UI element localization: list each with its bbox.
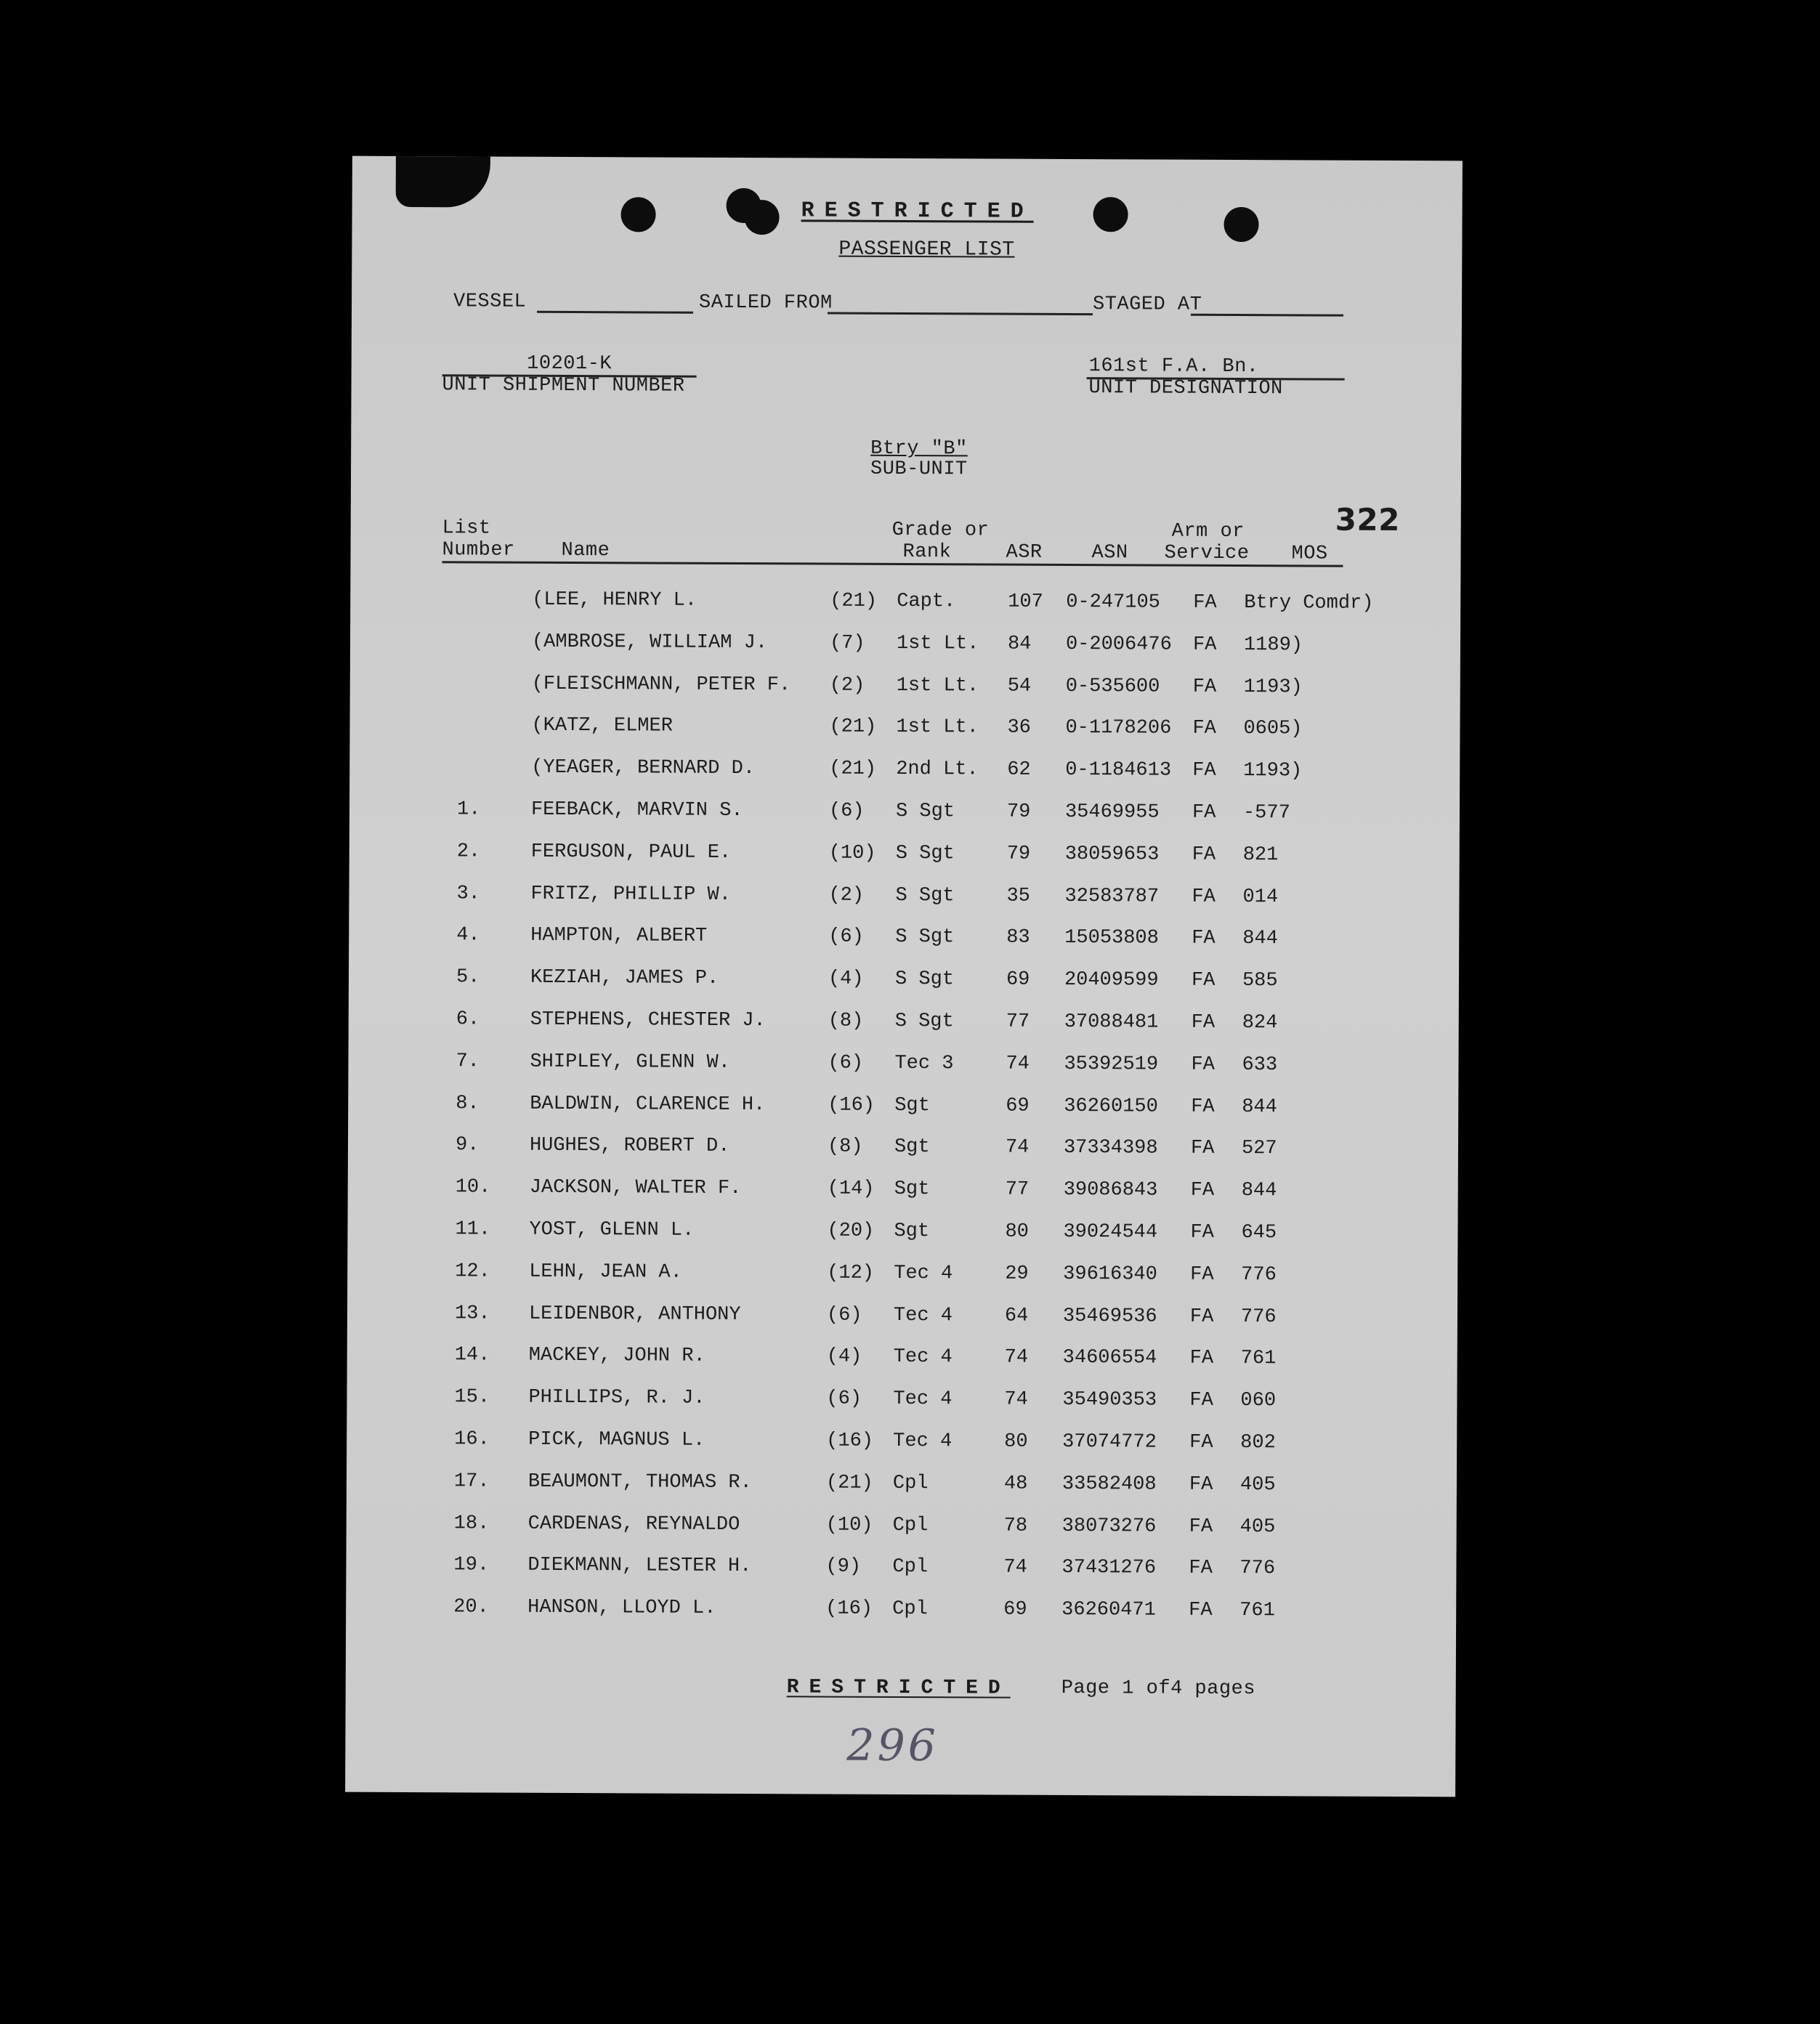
cell-arm: FA xyxy=(1191,1053,1215,1076)
cell-mos: 844 xyxy=(1242,928,1278,950)
table-row xyxy=(349,840,1367,873)
table-row xyxy=(350,630,1367,663)
restricted-heading: RESTRICTED xyxy=(801,198,1034,224)
cell-asr: 74 xyxy=(1003,1556,1027,1579)
table-row xyxy=(349,1008,1366,1042)
cell-asr: 74 xyxy=(1004,1347,1029,1369)
cell-name: BEAUMONT, THOMAS R. xyxy=(527,1470,752,1494)
cell-grp: (6) xyxy=(828,1052,864,1074)
cell-asr: 107 xyxy=(1008,591,1043,613)
col-list-number-top: List xyxy=(442,517,491,540)
unit-shipment-number: 10201-K xyxy=(527,352,612,376)
cell-arm: FA xyxy=(1192,886,1216,908)
table-row xyxy=(350,588,1374,622)
cell-arm: FA xyxy=(1192,676,1217,698)
cell-arm: FA xyxy=(1189,1431,1213,1454)
punch-hole xyxy=(620,197,655,232)
cell-asn: 36260471 xyxy=(1061,1599,1156,1622)
cell-arm: FA xyxy=(1189,1599,1213,1622)
cell-mos: 776 xyxy=(1241,1263,1277,1287)
cell-asn: 15053808 xyxy=(1064,927,1159,950)
cell-rank: 2nd Lt. xyxy=(896,758,979,781)
table-row xyxy=(349,798,1367,832)
vessel-blank-line xyxy=(537,311,693,314)
cell-asn: 38059653 xyxy=(1064,843,1160,866)
cell-num: 4. xyxy=(456,924,480,947)
cell-arm: FA xyxy=(1192,928,1216,950)
cell-arm: FA xyxy=(1190,1179,1215,1202)
cell-grp: (21) xyxy=(830,590,878,612)
cell-arm: FA xyxy=(1192,801,1216,824)
cell-asn: 0-535600 xyxy=(1065,675,1160,698)
cell-asn: 37088481 xyxy=(1064,1011,1159,1034)
staged-at-blank-line xyxy=(1191,314,1343,317)
col-list-number-bottom: Number xyxy=(442,539,515,562)
punch-hole xyxy=(1093,197,1128,232)
handwritten-number: 296 xyxy=(846,1720,939,1772)
cell-asr: 78 xyxy=(1003,1515,1028,1537)
cell-asn: 35469536 xyxy=(1062,1305,1157,1328)
cell-grp: (2) xyxy=(829,674,865,697)
table-row xyxy=(348,1092,1365,1125)
cell-mos: 776 xyxy=(1240,1306,1277,1328)
cell-arm: FA xyxy=(1190,1221,1214,1244)
cell-asr: 77 xyxy=(1005,1178,1030,1201)
cell-asn: 32583787 xyxy=(1064,885,1160,908)
cell-asn: 39024544 xyxy=(1063,1221,1158,1244)
cell-arm: FA xyxy=(1189,1306,1214,1328)
cell-name: PHILLIPS, R. J. xyxy=(528,1386,705,1409)
cell-rank: Tec 4 xyxy=(893,1304,953,1327)
cell-num: 5. xyxy=(456,966,480,989)
cell-asr: 69 xyxy=(1003,1598,1027,1621)
cell-num: 15. xyxy=(454,1386,490,1409)
table-row xyxy=(348,1050,1365,1083)
cell-mos: 1193) xyxy=(1243,676,1303,698)
cell-arm: FA xyxy=(1189,1348,1214,1370)
cell-grp: (12) xyxy=(827,1262,875,1284)
table-row xyxy=(347,1344,1364,1377)
cell-rank: Sgt xyxy=(894,1178,930,1201)
col-asn: ASN xyxy=(1091,542,1128,564)
table-row xyxy=(349,966,1366,1000)
document-page xyxy=(345,156,1463,1797)
table-row xyxy=(349,756,1367,790)
cell-rank: Cpl xyxy=(892,1514,929,1537)
cell-num: 10. xyxy=(455,1176,491,1199)
table-row xyxy=(347,1470,1364,1503)
cell-asn: 33582408 xyxy=(1061,1473,1157,1496)
cell-asr: 64 xyxy=(1004,1305,1029,1327)
restricted-footer: RESTRICTED xyxy=(786,1676,1011,1700)
cell-arm: FA xyxy=(1192,843,1216,866)
cell-asn: 35469955 xyxy=(1064,801,1160,824)
cell-asn: 39086843 xyxy=(1063,1179,1158,1202)
cell-mos: 761 xyxy=(1239,1600,1275,1622)
table-row xyxy=(347,1386,1364,1420)
cell-grp: (6) xyxy=(826,1304,862,1327)
col-mos: MOS xyxy=(1291,543,1328,565)
document-title: PASSENGER LIST xyxy=(838,238,1015,262)
cell-asn: 0-1178206 xyxy=(1065,717,1172,740)
cell-name: LEIDENBOR, ANTHONY xyxy=(528,1303,741,1326)
cell-grp: (14) xyxy=(827,1178,875,1201)
cell-asn: 36260150 xyxy=(1064,1095,1158,1118)
cell-name: CARDENAS, REYNALDO xyxy=(527,1513,740,1536)
cell-name: FEEBACK, MARVIN S. xyxy=(530,798,743,822)
cell-asr: 84 xyxy=(1007,633,1032,655)
table-row xyxy=(348,1176,1365,1210)
cell-arm: FA xyxy=(1189,1515,1213,1538)
cell-mos: -577 xyxy=(1242,802,1290,825)
cell-mos: 821 xyxy=(1242,843,1279,867)
cell-mos: 645 xyxy=(1241,1222,1277,1244)
cell-grp: (4) xyxy=(826,1345,862,1369)
cell-name: MACKEY, JOHN R. xyxy=(528,1345,705,1368)
cell-grp: (9) xyxy=(825,1555,862,1579)
cell-grp: (10) xyxy=(828,842,876,865)
cell-arm: FA xyxy=(1192,633,1217,656)
cell-rank: S Sgt xyxy=(895,842,955,865)
cell-rank: Sgt xyxy=(894,1094,930,1117)
cell-num: 3. xyxy=(456,882,480,905)
cell-arm: FA xyxy=(1191,969,1216,992)
cell-name: DIEKMANN, LESTER H. xyxy=(527,1555,752,1578)
sub-unit-label: SUB-UNIT xyxy=(870,458,968,481)
cell-asr: 36 xyxy=(1007,717,1031,740)
cell-num: 16. xyxy=(454,1428,490,1451)
cell-rank: Tec 4 xyxy=(894,1262,953,1285)
cell-num: 18. xyxy=(453,1512,490,1535)
cell-asr: 69 xyxy=(1006,1095,1030,1117)
cell-num: 9. xyxy=(455,1134,480,1157)
cell-rank: Cpl xyxy=(892,1556,929,1579)
col-arm-top: Arm or xyxy=(1171,520,1245,543)
cell-asn: 34606554 xyxy=(1062,1347,1157,1369)
cell-mos: 761 xyxy=(1240,1348,1277,1370)
cell-asn: 35392519 xyxy=(1064,1053,1159,1076)
cell-rank: S Sgt xyxy=(895,884,955,907)
cell-num: 8. xyxy=(456,1092,480,1115)
cell-mos: 1193) xyxy=(1243,760,1303,782)
cell-asr: 80 xyxy=(1005,1221,1029,1243)
cell-mos: 1189) xyxy=(1243,633,1303,657)
cell-rank: S Sgt xyxy=(895,800,955,823)
cell-asn: 37431276 xyxy=(1061,1557,1157,1579)
cell-name: JACKSON, WALTER F. xyxy=(529,1176,742,1200)
cell-grp: (21) xyxy=(825,1472,873,1494)
cell-num: 12. xyxy=(455,1260,490,1283)
cell-arm: FA xyxy=(1192,759,1216,782)
cell-rank: Cpl xyxy=(892,1598,928,1621)
cell-rank: Tec 4 xyxy=(893,1388,953,1411)
cell-asn: 39616340 xyxy=(1063,1263,1157,1286)
cell-arm: FA xyxy=(1191,1096,1215,1118)
col-asr: ASR xyxy=(1006,541,1043,564)
cell-name: STEPHENS, CHESTER J. xyxy=(530,1008,766,1032)
table-row xyxy=(347,1302,1364,1335)
cell-mos: 824 xyxy=(1242,1012,1278,1035)
cell-rank: Cpl xyxy=(892,1472,929,1494)
cell-mos: 405 xyxy=(1239,1473,1276,1497)
cell-asr: 54 xyxy=(1007,675,1032,697)
cell-asn: 38073276 xyxy=(1061,1515,1157,1538)
cell-asr: 80 xyxy=(1004,1430,1028,1453)
cell-mos: 527 xyxy=(1241,1138,1277,1160)
cell-rank: Sgt xyxy=(894,1136,930,1159)
cell-mos: Btry Comdr) xyxy=(1244,592,1374,615)
cell-arm: FA xyxy=(1189,1473,1213,1496)
cell-arm: FA xyxy=(1189,1389,1213,1412)
unit-designation: 161st F.A. Bn. xyxy=(1088,355,1259,379)
torn-corner xyxy=(396,156,490,208)
cell-rank: 1st Lt. xyxy=(896,632,979,655)
cell-name: (FLEISCHMANN, PETER F. xyxy=(531,673,791,696)
cell-asn: 20409599 xyxy=(1064,969,1159,992)
cell-rank: Tec 4 xyxy=(893,1346,953,1369)
cell-asn: 37334398 xyxy=(1063,1137,1158,1159)
cell-num: 13. xyxy=(454,1302,490,1325)
cell-name: SHIPLEY, GLENN W. xyxy=(530,1051,730,1074)
unit-shipment-label: UNIT SHIPMENT NUMBER xyxy=(442,374,685,397)
table-row xyxy=(347,1512,1364,1545)
sailed-from-label: SAILED FROM xyxy=(698,291,833,315)
cell-grp: (2) xyxy=(828,884,865,907)
cell-name: (AMBROSE, WILLIAM J. xyxy=(531,631,768,654)
table-row xyxy=(347,1428,1364,1462)
cell-rank: 1st Lt. xyxy=(896,674,979,697)
cell-name: LEHN, JEAN A. xyxy=(529,1260,682,1284)
col-grade-bottom: Rank xyxy=(902,541,952,564)
cell-num: 11. xyxy=(455,1218,491,1241)
cell-name: BALDWIN, CLARENCE H. xyxy=(530,1093,766,1116)
cell-asr: 29 xyxy=(1005,1263,1029,1285)
cell-grp: (8) xyxy=(827,1136,863,1159)
cell-asr: 48 xyxy=(1003,1473,1028,1495)
table-row xyxy=(350,672,1367,705)
cell-name: (YEAGER, BERNARD D. xyxy=(531,756,756,780)
table-row xyxy=(349,882,1366,915)
cell-asr: 35 xyxy=(1006,885,1030,907)
cell-mos: 844 xyxy=(1242,1096,1277,1118)
cell-asr: 62 xyxy=(1007,758,1031,781)
cell-rank: 1st Lt. xyxy=(896,716,979,739)
cell-name: FRITZ, PHILLIP W. xyxy=(530,883,732,906)
table-row xyxy=(349,714,1367,748)
punch-hole xyxy=(744,200,779,235)
cell-grp: (10) xyxy=(825,1514,873,1537)
cell-grp: (4) xyxy=(828,968,864,990)
sub-unit-value: Btry "B" xyxy=(870,437,968,461)
table-row xyxy=(348,1134,1365,1167)
cell-arm: FA xyxy=(1192,718,1216,740)
cell-asn: 0-1184613 xyxy=(1065,759,1172,782)
cell-num: 6. xyxy=(456,1008,480,1031)
cell-asr: 83 xyxy=(1006,927,1030,950)
cell-asn: 0-2006476 xyxy=(1065,633,1172,656)
cell-asr: 74 xyxy=(1005,1137,1030,1159)
cell-rank: Capt. xyxy=(897,590,956,613)
cell-grp: (7) xyxy=(829,632,865,655)
table-row xyxy=(346,1596,1363,1630)
table-row xyxy=(349,924,1366,958)
cell-arm: FA xyxy=(1189,1558,1213,1580)
cell-mos: 0605) xyxy=(1243,718,1303,740)
cell-mos: 633 xyxy=(1242,1053,1278,1077)
cell-asn: 35490353 xyxy=(1062,1389,1157,1412)
cell-asn: 37074772 xyxy=(1062,1430,1157,1454)
cell-mos: 802 xyxy=(1240,1432,1276,1454)
cell-mos: 014 xyxy=(1242,886,1279,908)
cell-num: 20. xyxy=(453,1596,489,1619)
cell-asr: 74 xyxy=(1006,1053,1030,1075)
cell-num: 14. xyxy=(454,1344,490,1367)
cell-grp: (20) xyxy=(827,1220,875,1242)
cell-num: 19. xyxy=(453,1554,490,1576)
cell-name: HAMPTON, ALBERT xyxy=(530,925,708,948)
stamp-number: 322 xyxy=(1335,501,1401,538)
col-arm-bottom: Service xyxy=(1164,542,1250,565)
col-name: Name xyxy=(561,539,610,562)
cell-name: HUGHES, ROBERT D. xyxy=(529,1135,730,1158)
sailed-from-blank-line xyxy=(828,312,1093,316)
cell-asr: 79 xyxy=(1006,801,1031,823)
cell-asr: 69 xyxy=(1006,968,1030,991)
cell-arm: FA xyxy=(1193,591,1217,614)
unit-designation-label: UNIT DESIGNATION xyxy=(1088,377,1283,400)
staged-at-label: STAGED AT xyxy=(1092,294,1202,316)
cell-grp: (6) xyxy=(828,926,864,949)
cell-grp: (6) xyxy=(826,1388,862,1410)
cell-rank: S Sgt xyxy=(894,968,955,991)
cell-rank: Tec 4 xyxy=(893,1430,953,1453)
cell-asr: 79 xyxy=(1006,843,1031,865)
table-row xyxy=(347,1218,1364,1252)
cell-rank: S Sgt xyxy=(894,1010,954,1033)
cell-mos: 776 xyxy=(1239,1558,1276,1580)
cell-name: PICK, MAGNUS L. xyxy=(528,1428,705,1452)
cell-grp: (21) xyxy=(829,716,877,739)
cell-grp: (16) xyxy=(826,1430,874,1452)
cell-rank: S Sgt xyxy=(895,926,955,949)
page-info: Page 1 of4 pages xyxy=(1061,1677,1256,1701)
cell-name: FERGUSON, PAUL E. xyxy=(530,841,732,864)
cell-rank: Sgt xyxy=(894,1220,930,1243)
cell-name: (KATZ, ELMER xyxy=(531,715,674,737)
cell-name: HANSON, LLOYD L. xyxy=(527,1596,716,1620)
cell-mos: 844 xyxy=(1241,1180,1277,1202)
cell-num: 7. xyxy=(456,1051,480,1073)
cell-arm: FA xyxy=(1191,1011,1216,1034)
cell-num: 17. xyxy=(453,1470,490,1493)
cell-num: 2. xyxy=(456,841,481,863)
cell-name: YOST, GLENN L. xyxy=(529,1218,695,1242)
cell-asn: 0-247105 xyxy=(1066,591,1160,614)
cell-grp: (8) xyxy=(828,1010,864,1032)
cell-grp: (6) xyxy=(828,800,865,822)
cell-rank: Tec 3 xyxy=(894,1052,954,1075)
col-grade-top: Grade or xyxy=(891,519,990,542)
vessel-label: VESSEL xyxy=(453,291,527,313)
punch-hole xyxy=(1224,207,1258,242)
cell-asr: 74 xyxy=(1004,1388,1028,1411)
cell-name: KEZIAH, JAMES P. xyxy=(530,966,719,990)
cell-arm: FA xyxy=(1190,1138,1215,1160)
cell-mos: 405 xyxy=(1239,1515,1276,1538)
cell-asr: 77 xyxy=(1006,1011,1030,1033)
cell-mos: 060 xyxy=(1240,1390,1277,1412)
table-row xyxy=(346,1554,1363,1587)
cell-grp: (16) xyxy=(828,1094,875,1117)
cell-num: 1. xyxy=(456,798,481,821)
cell-grp: (16) xyxy=(825,1598,873,1621)
table-row xyxy=(347,1260,1364,1293)
cell-name: (LEE, HENRY L. xyxy=(532,588,697,612)
cell-grp: (21) xyxy=(829,758,877,781)
cell-arm: FA xyxy=(1190,1263,1214,1286)
cell-mos: 585 xyxy=(1242,970,1278,992)
